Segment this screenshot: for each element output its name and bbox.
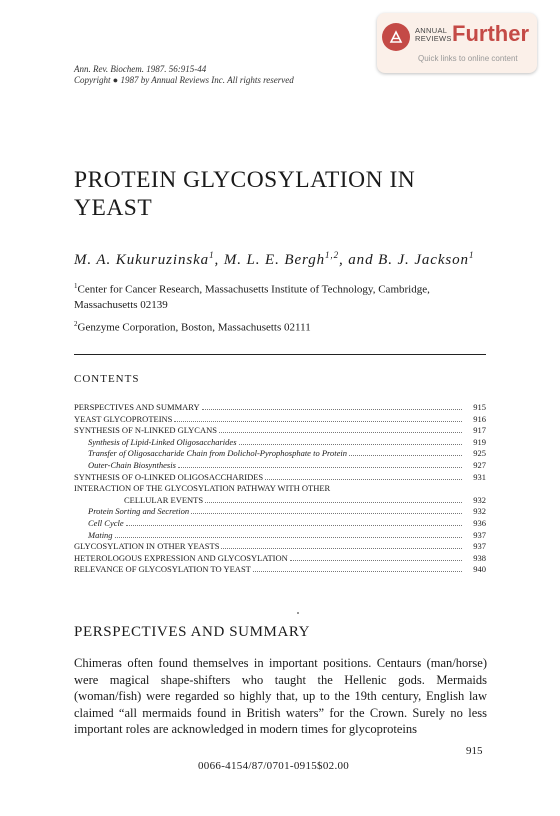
- toc-row[interactable]: Protein Sorting and Secretion 932: [88, 506, 486, 517]
- copyright-dot-icon: ●: [112, 75, 119, 85]
- author-2: M. L. E. Bergh: [223, 252, 326, 268]
- page-number: 915: [466, 745, 483, 757]
- document-code: 0066-4154/87/0701-0915$02.00: [198, 760, 350, 772]
- toc-row[interactable]: SYNTHESIS OF O-LINKED OLIGOSACCHARIDES 931: [74, 471, 486, 482]
- scan-speck: [297, 612, 299, 614]
- toc-row[interactable]: RELEVANCE OF GLYCOSYLATION TO YEAST 940: [74, 564, 486, 575]
- contents-heading: CONTENTS: [74, 373, 140, 385]
- toc-row[interactable]: Synthesis of Lipid-Linked Oligosaccharides 919: [88, 436, 486, 447]
- author-3: and B. J. Jackson: [348, 252, 469, 268]
- quick-links-label: Quick links to online content: [418, 54, 518, 63]
- citation-line-1: Ann. Rev. Biochem. 1987. 56:915-44: [74, 64, 207, 74]
- horizontal-rule: [74, 354, 486, 355]
- toc-row[interactable]: Cell Cycle 936: [88, 517, 486, 528]
- journal-citation: [74, 64, 294, 86]
- toc-row[interactable]: Mating 937: [88, 529, 486, 540]
- toc-row[interactable]: SYNTHESIS OF N-LINKED GLYCANS 917: [74, 425, 486, 436]
- section-heading: PERSPECTIVES AND SUMMARY: [74, 624, 311, 640]
- annual-reviews-wordmark: ANNUAL REVIEWS: [415, 26, 452, 43]
- annual-reviews-logo-icon: [382, 23, 410, 51]
- affiliation-1: $^1$Center for Cancer Research, Massachusetts Institute of Technology, Cambridge, Massachusetts 02139: [74, 282, 430, 311]
- author-list: M. A. Kukuruzinska$^1$, M. L. E. Bergh$^{1,2}$, and B. J. Jackson$^1$: [74, 250, 475, 268]
- toc-row[interactable]: Outer-Chain Biosynthesis 927: [88, 459, 486, 470]
- toc-row[interactable]: YEAST GLYCOPROTEINS 916: [74, 413, 486, 424]
- annual-reviews-further-badge[interactable]: [377, 13, 537, 73]
- toc-row[interactable]: HETEROLOGOUS EXPRESSION AND GLYCOSYLATION 938: [74, 552, 486, 563]
- affiliation-2: $^2$Genzyme Corporation, Boston, Massachusetts 02111: [74, 320, 311, 334]
- body-paragraph: Chimeras often found themselves in important positions. Centaurs (man/horse) were magical shape-shifters who taught the Hellenic gods. Mermaids (woman/fish) were regarded so highly that, up to the 19th century, English law claimed “all mermaids found in British waters” for the Crown. Surely no less important roles are acknowledged in modern times for glycoproteins: [74, 656, 487, 736]
- toc-row[interactable]: CELLULAR EVENTS 932: [124, 494, 486, 505]
- article-title: PROTEIN GLYCOSYLATION IN YEAST: [74, 167, 416, 221]
- toc-row[interactable]: GLYCOSYLATION IN OTHER YEASTS 937: [74, 541, 486, 552]
- toc-row[interactable]: PERSPECTIVES AND SUMMARY 915: [74, 402, 486, 412]
- table-of-contents: [74, 402, 486, 576]
- toc-row[interactable]: INTERACTION OF THE GLYCOSYLATION PATHWAY WITH OTHER: [74, 483, 331, 494]
- author-1: M. A. Kukuruzinska: [74, 252, 210, 268]
- toc-row[interactable]: Transfer of Oligosaccharide Chain from Dolichol-Pyrophosphate to Protein 925: [88, 448, 486, 459]
- further-label: Further: [452, 21, 529, 46]
- citation-line-2: Copyright ● 1987 by Annual Reviews Inc. All rights reserved: [74, 75, 294, 85]
